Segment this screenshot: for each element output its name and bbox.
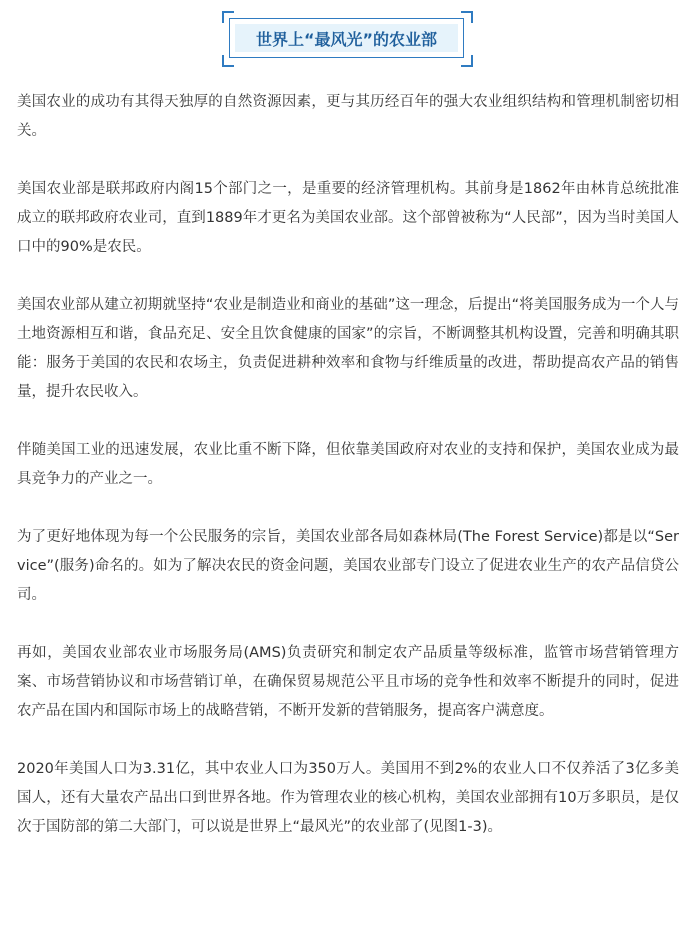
paragraph-6: 再如，美国农业部农业市场服务局(AMS)负责研究和制定农产品质量等级标准，监管市场营销管理方案、市场营销协议和市场营销订单，在确保贸易规范公平且市场的竞争性和效率不断提升的同时，促进农产品在国内和国际市场上的战略营销，不断开发新的营销服务，提高客户满意度。 [17,645,679,719]
paragraph-3: 美国农业部从建立初期就坚持“农业是制造业和商业的基础”这一理念，后提出“将美国服务成为一个人与土地资源相互和谐，食品充足、安全且饮食健康的国家”的宗旨，不断调整其机构设置，完善和明确其职能：服务于美国的农民和农场主，负责促进耕种效率和食物与纤维质量的改进，帮助提高农产品的销售量，提升农民收入。 [17,297,679,400]
paragraph-2: 美国农业部是联邦政府内阁15个部门之一，是重要的经济管理机构。其前身是1862年由林肯总统批准成立的联邦政府农业司，直到1889年才更名为美国农业部。这个部曾被称为“人民部”，因为当时美国人口中的90%是农民。 [17,181,679,255]
paragraph-7: 2020年美国人口为3.31亿，其中农业人口为350万人。美国用不到2%的农业人口不仅养活了3亿多美国人，还有大量农产品出口到世界各地。作为管理农业的核心机构，美国农业部拥有10万多职员，是仅次于国防部的第二大部门，可以说是世界上“最风光”的农业部了(见图1-3)。 [17,761,679,835]
title-background [235,24,458,52]
paragraph-4: 伴随美国工业的迅速发展，农业比重不断下降，但依靠美国政府对农业的支持和保护，美国农业成为最具竞争力的产业之一。 [17,442,679,487]
section-header [0,0,693,75]
section-title: 世界上“最风光”的农业部 [255,29,438,49]
paragraph-5: 为了更好地体现为每一个公民服务的宗旨，美国农业部各局如森林局(The Forest Service)都是以“Service”(服务)命名的。如为了解决农民的资金问题，美国农业部专门设立了促进农业生产的农产品信贷公司。 [17,529,679,603]
paragraph-1: 美国农业的成功有其得天独厚的自然资源因素，更与其历经百年的强大农业组织结构和管理机制密切相关。 [17,94,679,139]
title-frame [229,18,464,58]
article-body [17,88,679,871]
